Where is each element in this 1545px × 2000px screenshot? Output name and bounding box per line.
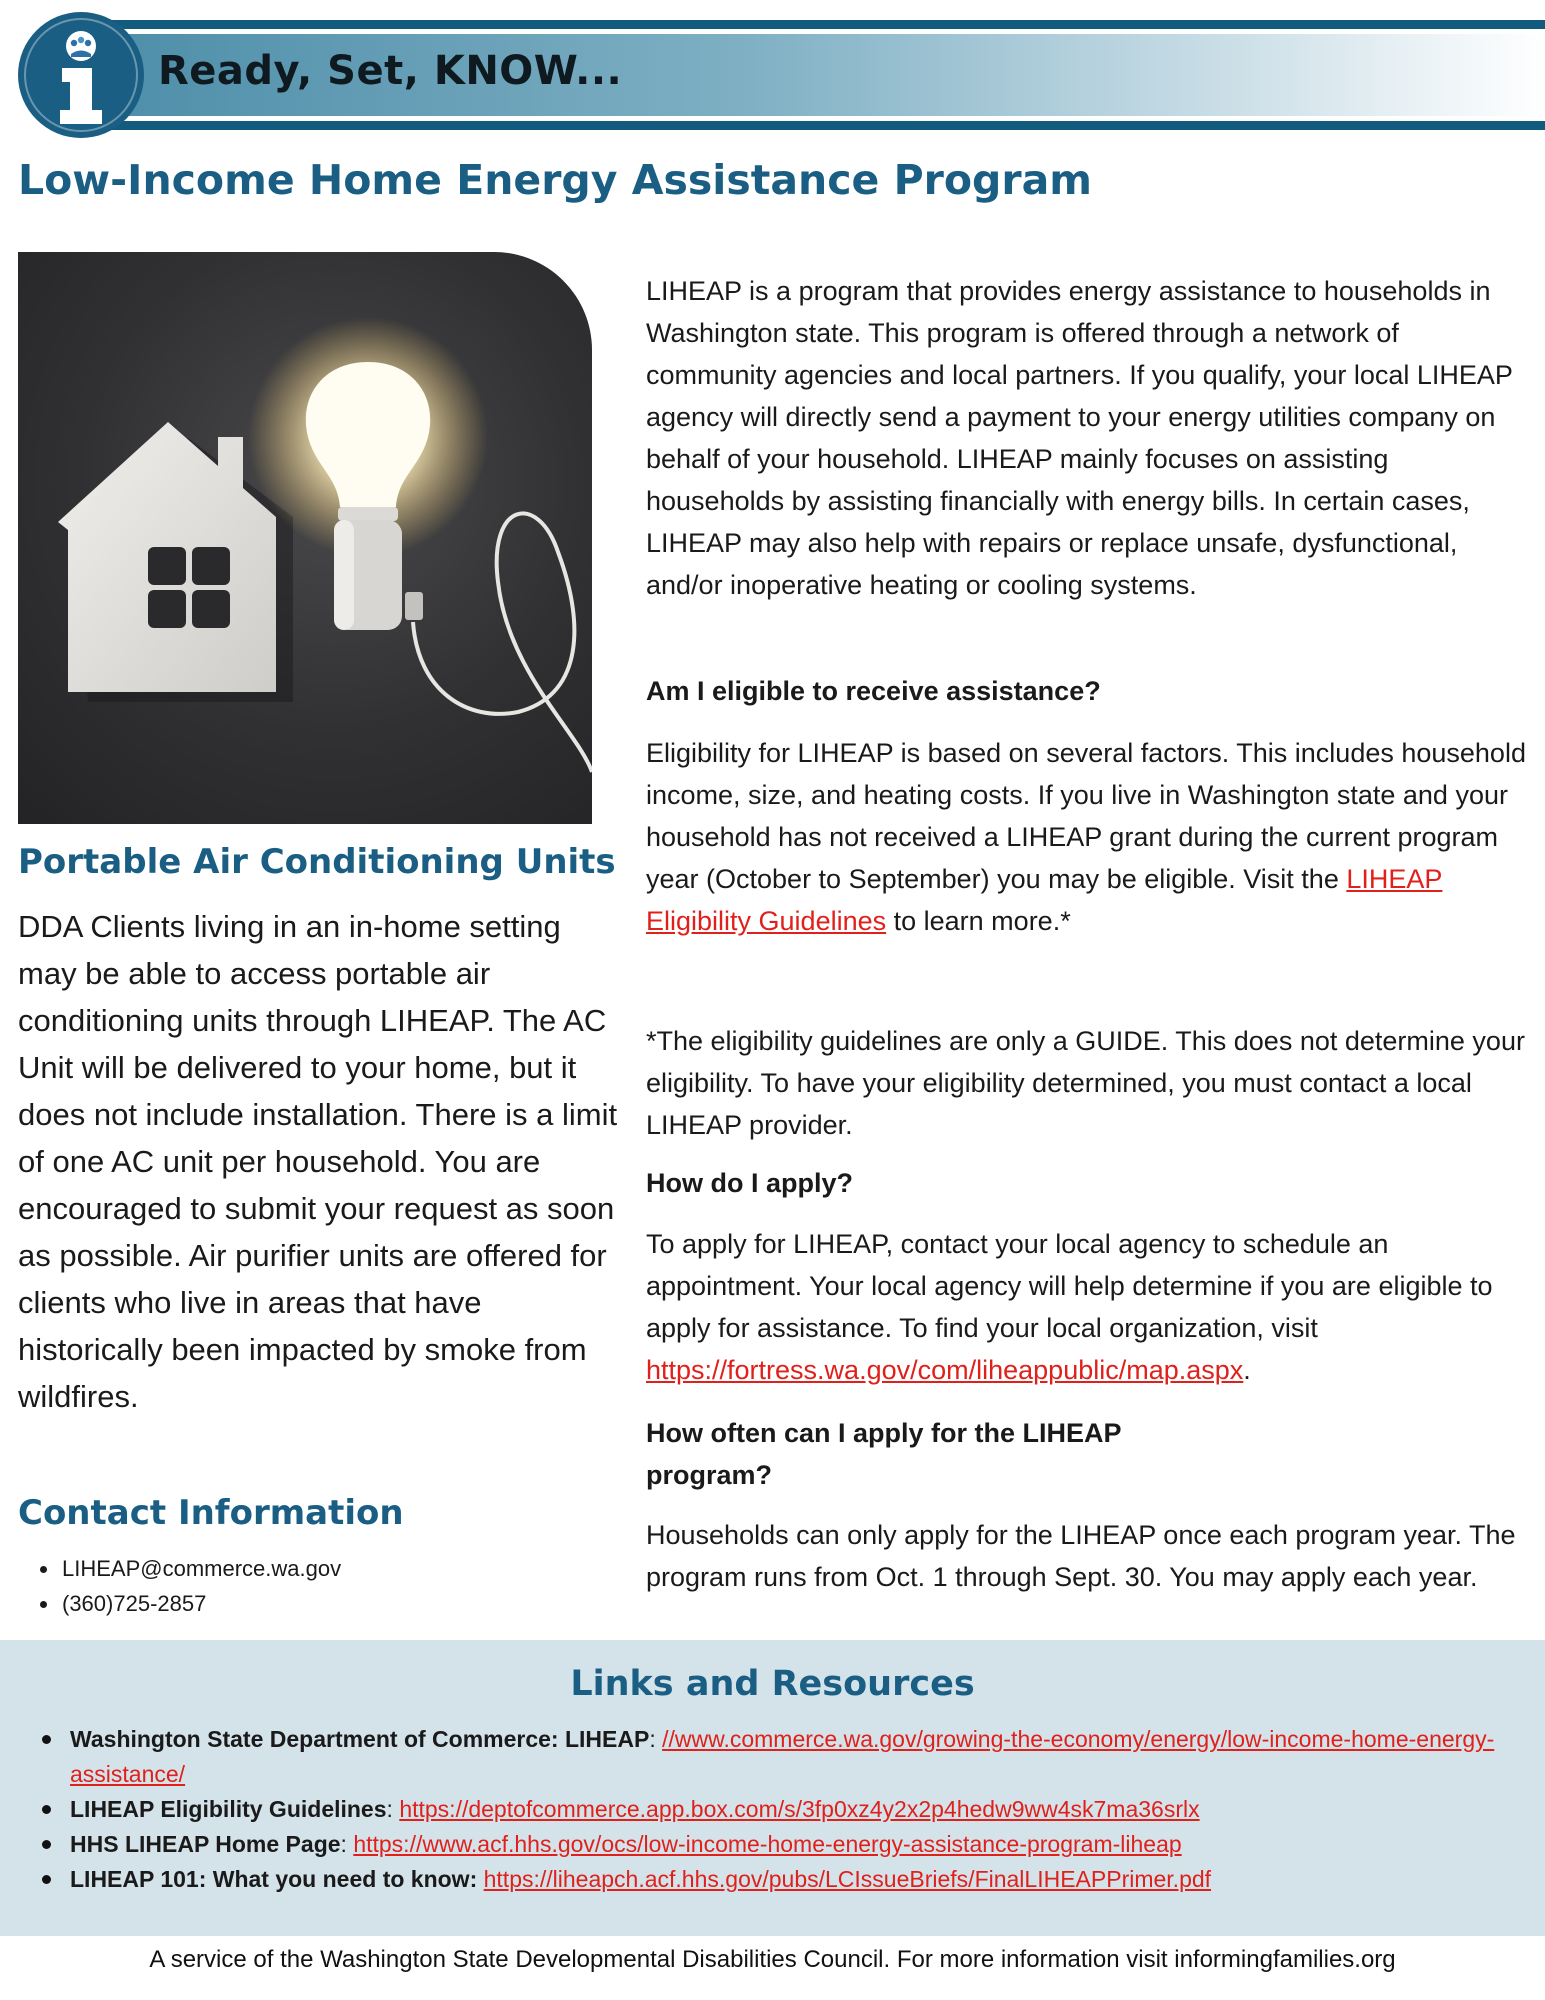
liheap-map-link[interactable]: https://fortress.wa.gov/com/liheappublic/map.aspx [646, 1355, 1244, 1385]
resource-link-hhs[interactable]: https://www.acf.hhs.gov/ocs/low-income-home-energy-assistance-program-liheap [353, 1831, 1182, 1857]
contact-heading: Contact Information [18, 1493, 404, 1533]
eligibility-answer: Eligibility for LIHEAP is based on several factors. This includes household income, size, and heating costs. If you live in Washington state and your household has not received a LIHEAP grant during the current program year (October to September) you may be eligible. Visit the LIHEAP Eligibility Guidelines to learn more.* [646, 738, 1526, 936]
resource-item: HHS LIHEAP Home Page: https://www.acf.hhs.gov/ocs/low-income-home-energy-assistance-program-liheap [42, 1827, 1512, 1862]
info-icon [16, 10, 146, 140]
eligibility-question: Am I eligible to receive assistance? [646, 676, 1101, 706]
ac-units-heading: Portable Air Conditioning Units [18, 842, 616, 882]
resource-item: LIHEAP 101: What you need to know: https://liheapch.acf.hhs.gov/pubs/LCIssueBriefs/FinalLIHEAPPrimer.pdf [42, 1862, 1512, 1897]
resource-item: LIHEAP Eligibility Guidelines: https://deptofcommerce.app.box.com/s/3fp0xz4y2x2p4hedw9ww4sk7ma36srlx [42, 1792, 1512, 1827]
contact-phone[interactable]: (360)725-2857 [40, 1586, 341, 1621]
contact-email[interactable]: LIHEAP@commerce.wa.gov [40, 1551, 341, 1586]
resources-title: Links and Resources [570, 1664, 975, 1704]
ac-units-body: DDA Clients living in an in-home setting may be able to access portable air conditioning units through LIHEAP. The AC Unit will be delivered to your home, but it does not include installation. There is a limit of one AC unit per household. You are encouraged to submit your request as soon as possible. Air purifier units are offered for clients who live in areas that have historically been impacted by smoke from wildfires. [18, 909, 618, 1414]
intro-paragraph: LIHEAP is a program that provides energy assistance to households in Washington state. This program is offered through a network of community agencies and local partners. If you qualify, your local LIHEAP agency will directly send a payment to your energy utilities company on behalf of your household. LIHEAP mainly focuses on assisting households by assisting financially with energy bills. In certain cases, LIHEAP may also help with repairs or replace unsafe, dysfunctional, and/or inoperative heating or cooling systems. [646, 276, 1513, 600]
resource-link-eligibility[interactable]: https://deptofcommerce.app.box.com/s/3fp0xz4y2x2p4hedw9ww4sk7ma36srlx [399, 1796, 1200, 1822]
frequency-answer: Households can only apply for the LIHEAP once each program year. The program runs from Oct. 1 through Sept. 30. You may apply each year. [646, 1520, 1516, 1592]
header-rule-bottom [100, 121, 1545, 130]
header-rule-top [100, 20, 1545, 29]
eligibility-guidelines-link[interactable]: LIHEAP Eligibility Guidelines [646, 864, 1443, 936]
footer-text: A service of the Washington State Developmental Disabilities Council. For more information visit informingfamilies.org [149, 1946, 1396, 1973]
frequency-question-line2: program? [646, 1460, 773, 1490]
resource-item: Washington State Department of Commerce: LIHEAP: //www.commerce.wa.gov/growing-the-economy/energy/low-income-home-energy-assistance/ [42, 1722, 1512, 1792]
apply-answer: To apply for LIHEAP, contact your local agency to schedule an appointment. Your local agency will help determine if you are eligible to apply for assistance. To find your local organization, visit https://fortress.wa.gov/com/liheappublic/map.aspx. [646, 1229, 1493, 1385]
resource-link-primer[interactable]: https://liheapch.acf.hhs.gov/pubs/LCIssueBriefs/FinalLIHEAPPrimer.pdf [483, 1866, 1212, 1892]
eligibility-note: *The eligibility guidelines are only a GUIDE. This does not determine your eligibility. To have your eligibility determined, you must contact a local LIHEAP provider. [646, 1026, 1525, 1140]
resources-list [42, 1722, 1512, 1897]
header-title: Ready, Set, KNOW... [158, 48, 623, 94]
house-lightbulb-photo [18, 252, 592, 824]
apply-question: How do I apply? [646, 1168, 853, 1198]
resource-link-commerce[interactable]: //www.commerce.wa.gov/growing-the-economy/energy/low-income-home-energy-assistance/ [70, 1726, 1495, 1787]
page-title: Low-Income Home Energy Assistance Program [18, 156, 1092, 204]
frequency-question-line1: How often can I apply for the LIHEAP [646, 1418, 1122, 1448]
contact-list [40, 1551, 341, 1621]
